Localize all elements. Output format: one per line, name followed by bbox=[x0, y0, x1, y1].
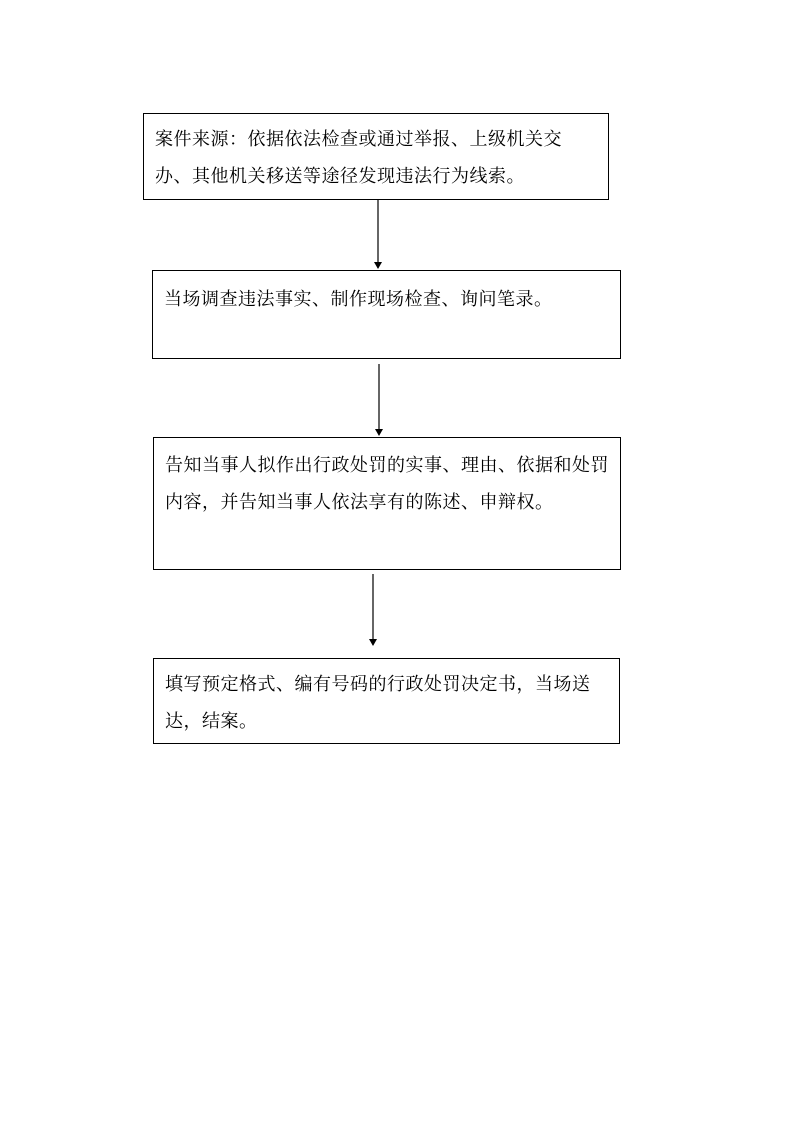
step-case-source: 案件来源：依据依法检查或通过举报、上级机关交办、其他机关移送等途径发现违法行为线索。 bbox=[143, 113, 609, 200]
step-decision: 填写预定格式、编有号码的行政处罚决定书，当场送达，结案。 bbox=[153, 658, 620, 744]
step-notify-party: 告知当事人拟作出行政处罚的实事、理由、依据和处罚内容，并告知当事人依法享有的陈述、申辩权。 bbox=[153, 437, 621, 570]
step-on-site-investigation: 当场调查违法事实、制作现场检查、询问笔录。 bbox=[152, 270, 621, 359]
